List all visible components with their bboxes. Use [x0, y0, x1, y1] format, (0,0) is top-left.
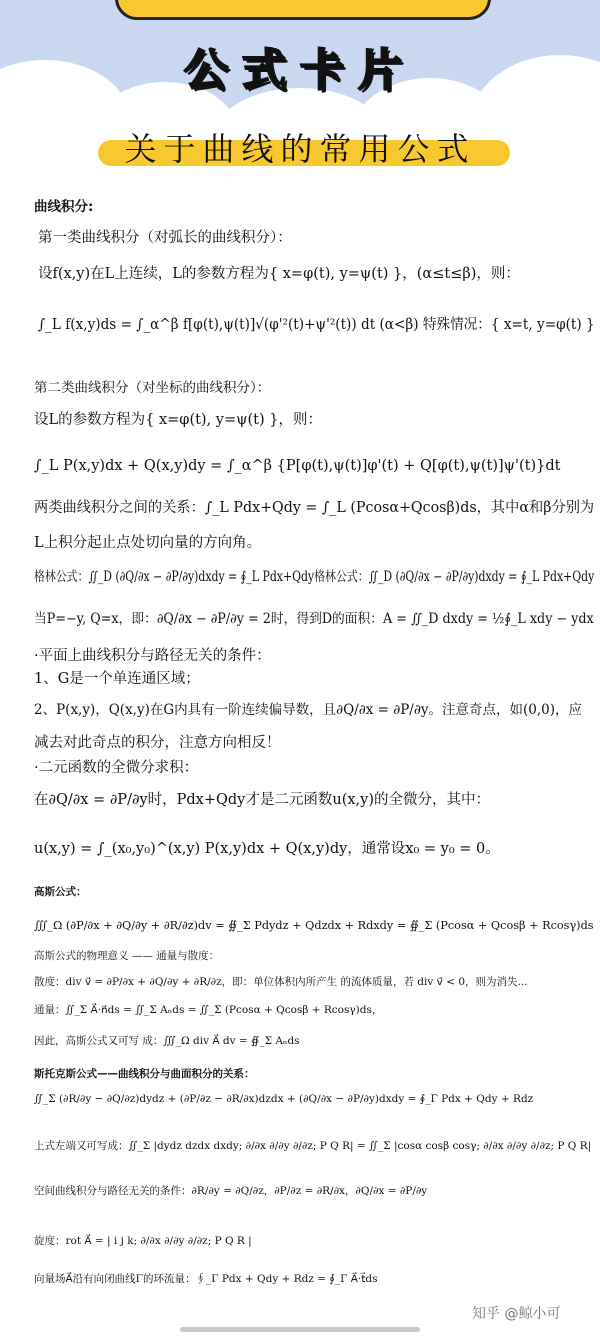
- formula-line: ∫_L P(x,y)dx + Q(x,y)dy = ∫_α^β {P[φ(t),ψ(t)]φ'(t) + Q[φ(t),ψ(t)]ψ'(t)}dt: [34, 458, 561, 474]
- formula-line: 在∂Q/∂x = ∂P/∂y时，Pdx+Qdy才是二元函数u(x,y)的全微分，其中：: [34, 792, 490, 808]
- formula-line: 当P=−y, Q=x，即：∂Q/∂x − ∂P/∂y = 2时，得到D的面积：A = ∬_D dxdy = ½∮_L xdy − ydx: [34, 611, 594, 627]
- formula-line: 第一类曲线积分（对弧长的曲线积分）：: [38, 230, 292, 246]
- formula-line: u(x,y) = ∫_(x₀,y₀)^(x,y) P(x,y)dx + Q(x,y)dy，通常设x₀ = y₀ = 0。: [34, 841, 500, 857]
- header-banner: [0, 0, 600, 190]
- page-subtitle: 关于曲线的常用公式: [124, 130, 476, 168]
- formula-line: 曲线积分:: [34, 199, 94, 215]
- formula-line: 高斯公式的物理意义 —— 通量与散度：: [34, 950, 220, 962]
- formula-line: ·二元函数的全微分求积：: [34, 760, 199, 776]
- formula-line: 散度：div v⃗ = ∂P/∂x + ∂Q/∂y + ∂R/∂z，即：单位体积内所产生 的流体质量，若 div v⃗ < 0，则为消失...: [34, 976, 528, 988]
- formula-line: ·平面上曲线积分与路径无关的条件：: [34, 648, 271, 664]
- formula-line: ∫_L f(x,y)ds = ∫_α^β f[φ(t),ψ(t)]√(φ'²(t)+ψ'²(t)) dt (α<β) 特殊情况：{ x=t, y=φ(t) }: [38, 317, 595, 333]
- top-ribbon: [115, 0, 491, 20]
- formula-line: 设L的参数方程为{ x=φ(t), y=ψ(t) }，则：: [34, 412, 322, 428]
- formula-line: 因此，高斯公式又可写 成：∭_Ω div A⃗ dv = ∯_Σ Aₙds: [34, 1035, 300, 1047]
- formula-line: 上式左端又可写成：∬_Σ |dydz dzdx dxdy; ∂/∂x ∂/∂y ∂/∂z; P Q R| = ∬_Σ |cosα cosβ cosγ; ∂/∂x ∂/∂y ∂/∂z; P Q R|: [34, 1140, 592, 1152]
- formula-line: 空间曲线积分与路径无关的条件：∂R/∂y = ∂Q/∂z，∂P/∂z = ∂R/∂x，∂Q/∂x = ∂P/∂y: [34, 1185, 428, 1197]
- formula-line: 高斯公式：: [34, 886, 87, 898]
- formula-line: 格林公式：∬_D (∂Q/∂x − ∂P/∂y)dxdy = ∮_L Pdx+Qdy格林公式：∬_D (∂Q/∂x − ∂P/∂y)dxdy = ∮_L Pdx+Qdy: [34, 569, 595, 585]
- formula-line: 2、P(x,y)，Q(x,y)在G内具有一阶连续偏导数，且∂Q/∂x = ∂P/∂y。注意奇点，如(0,0)，应: [34, 702, 582, 718]
- watermark: 知乎 @鲸小可: [472, 1306, 561, 1322]
- formula-line: 减去对此奇点的积分，注意方向相反！: [34, 735, 281, 751]
- formula-line: 两类曲线积分之间的关系：∫_L Pdx+Qdy = ∫_L (Pcosα+Qcosβ)ds，其中α和β分别为: [34, 500, 595, 516]
- formula-line: ∭_Ω (∂P/∂x + ∂Q/∂y + ∂R/∂z)dv = ∯_Σ Pdydz + Qdzdx + Rdxdy = ∯_Σ (Pcosα + Qcosβ + Rcosγ)ds: [34, 918, 594, 932]
- formula-line: 向量场A⃗沿有向闭曲线Γ的环流量：∮_Γ Pdx + Qdy + Rdz = ∮_Γ A⃗·t⃗ds: [34, 1273, 378, 1285]
- formula-line: ∬_Σ (∂R/∂y − ∂Q/∂z)dydz + (∂P/∂z − ∂R/∂x)dzdx + (∂Q/∂x − ∂P/∂y)dxdy = ∮_Γ Pdx + Qdy + Rdz: [34, 1093, 534, 1105]
- formula-line: 第二类曲线积分（对坐标的曲线积分）：: [34, 380, 271, 396]
- formula-line: 斯托克斯公式——曲线积分与曲面积分的关系：: [34, 1068, 255, 1080]
- home-indicator: [180, 1327, 420, 1332]
- card-title: 公式卡片: [184, 45, 416, 96]
- formula-line: 旋度：rot A⃗ = | i j k; ∂/∂x ∂/∂y ∂/∂z; P Q R |: [34, 1235, 252, 1247]
- formula-line: 通量：∬_Σ A⃗·n⃗ds = ∬_Σ Aₙds = ∬_Σ (Pcosα + Qcosβ + Rcosγ)ds，: [34, 1004, 383, 1016]
- formula-line: L上积分起止点处切向量的方向角。: [34, 535, 262, 551]
- formula-line: 1、G是一个单连通区域；: [34, 671, 200, 687]
- formula-line: 设f(x,y)在L上连续，L的参数方程为{ x=φ(t), y=ψ(t) }，(α≤t≤β)，则：: [38, 266, 520, 282]
